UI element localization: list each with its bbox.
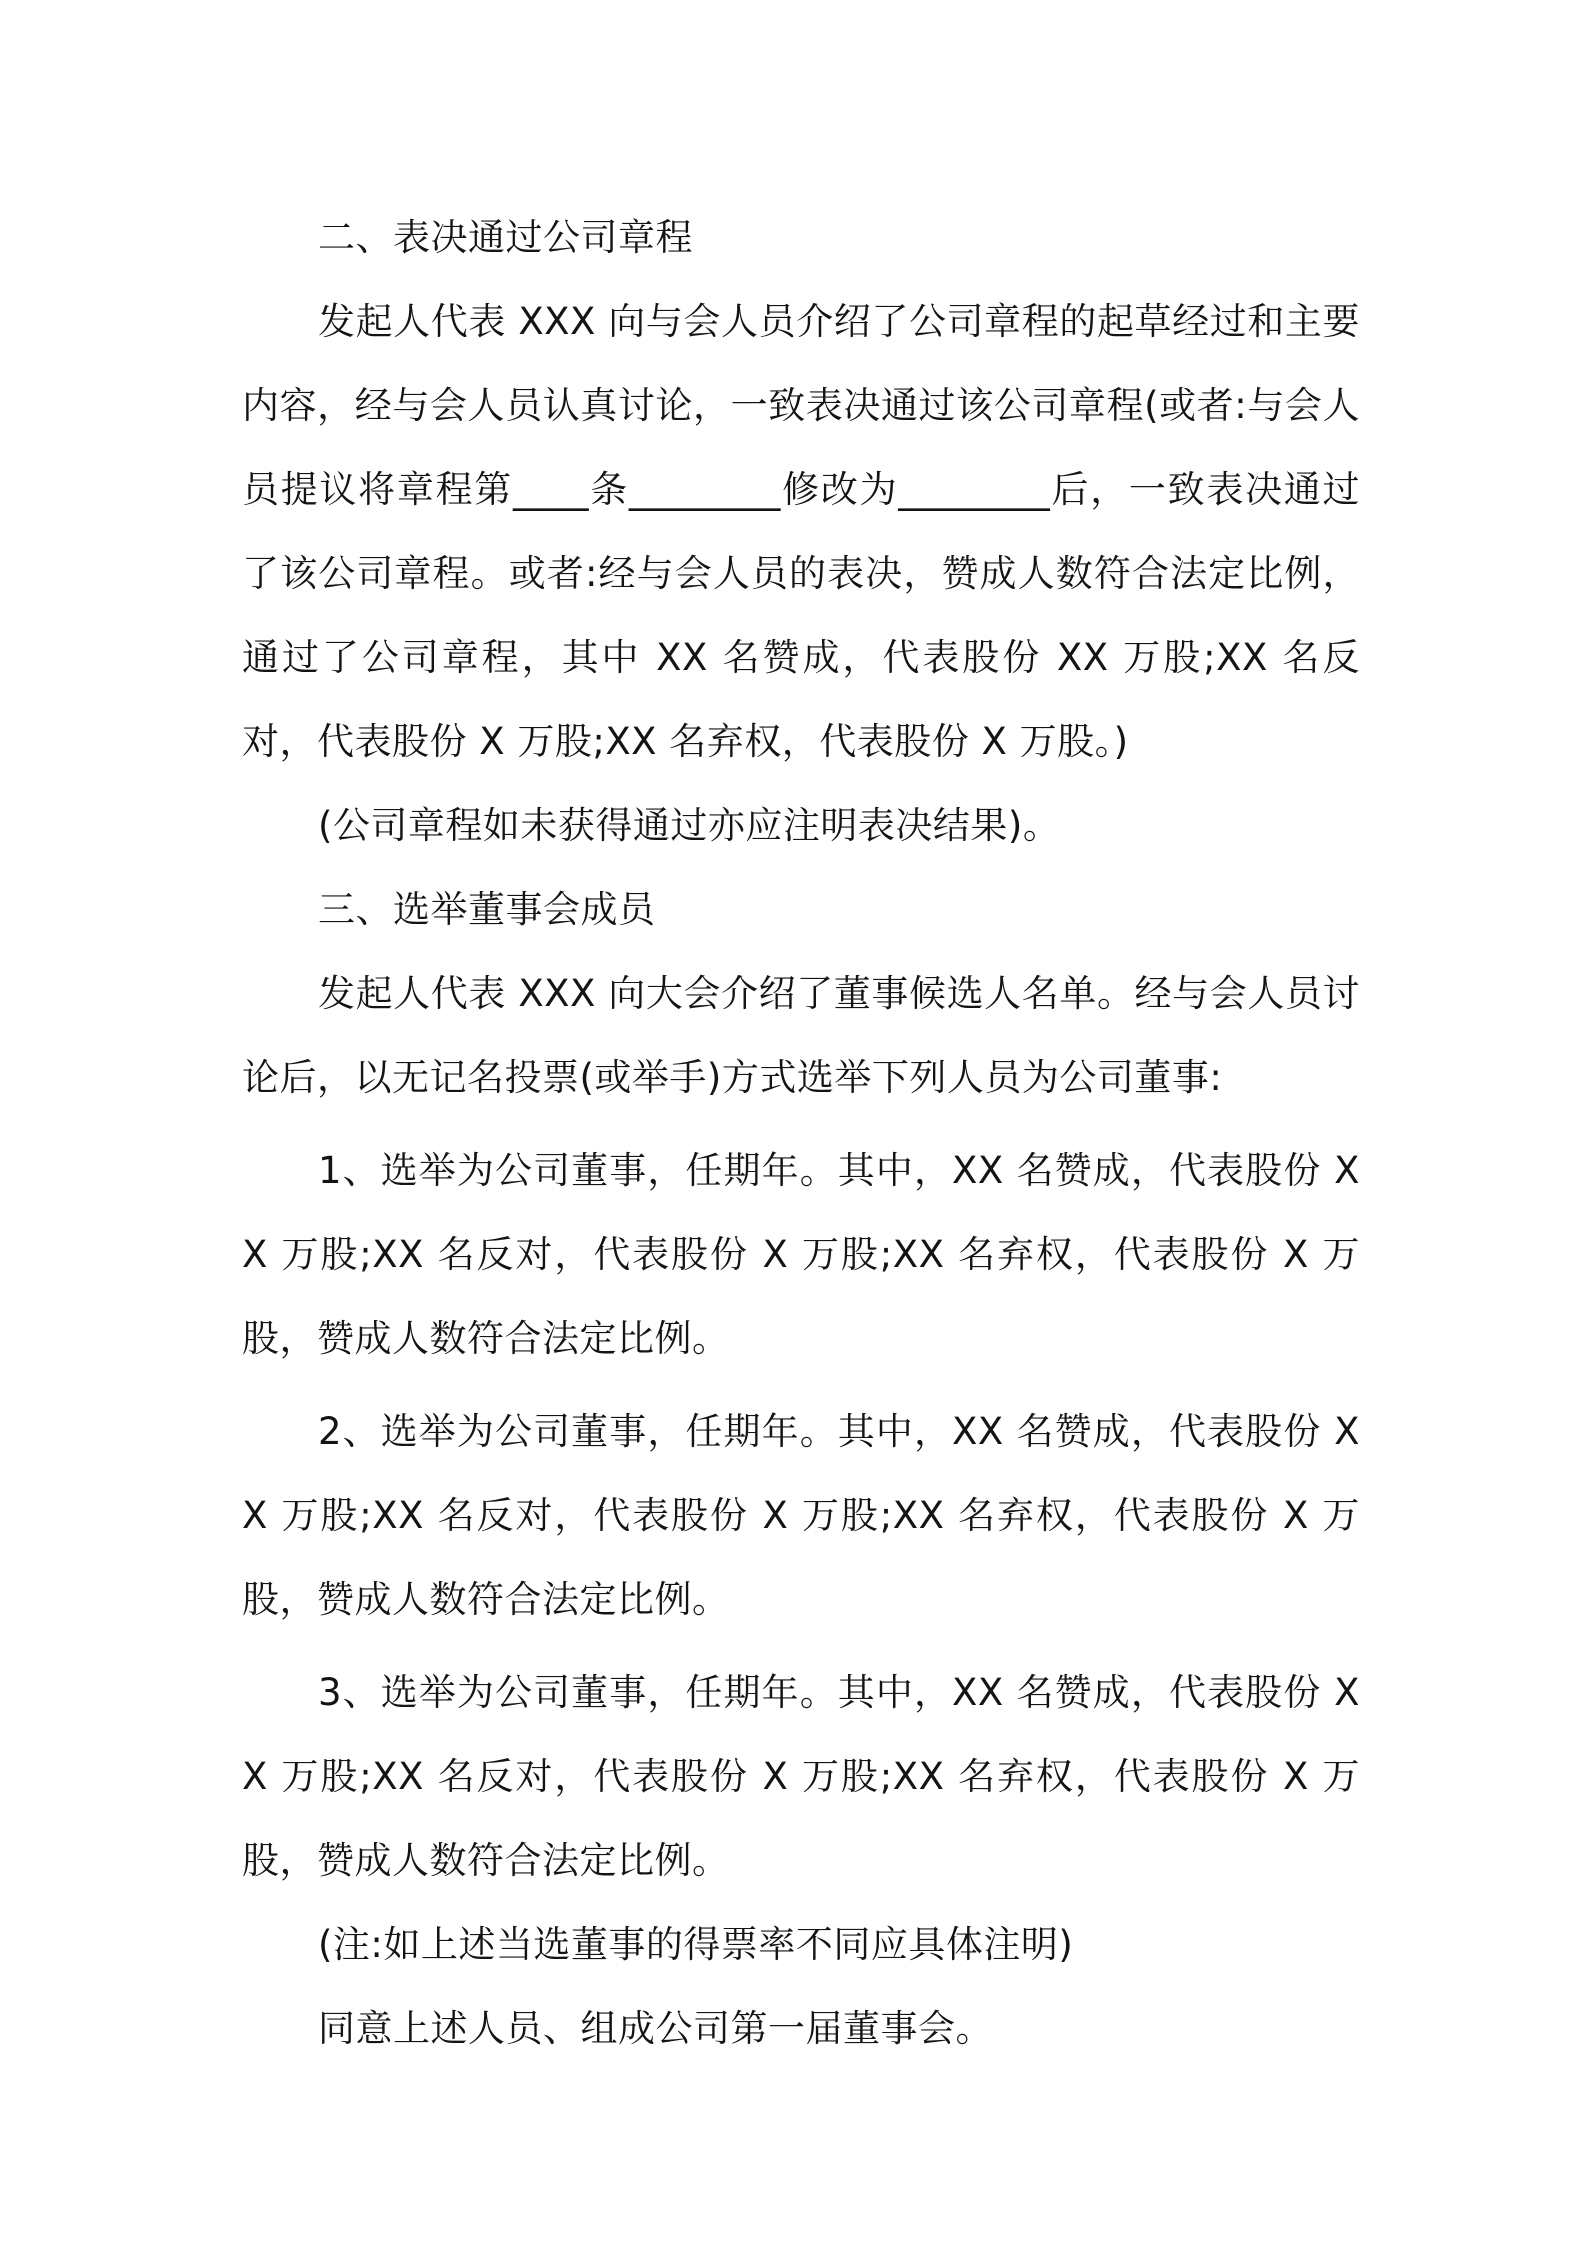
section-heading-3: 三、选举董事会成员 [318,888,656,931]
paragraph-board-formed: 同意上述人员、组成公司第一届董事会。 [318,2007,993,2050]
list-item-director-1: 1、选举为公司董事，任期年。其中，XX 名赞成，代表股份 XX 万股;XX 名反对，代表股份 X 万股;XX 名弃权，代表股份 X 万股，赞成人数符合法定比例。 [242,1149,1360,1360]
paragraph-charter-vote: 发起人代表 XXX 向与会人员介绍了公司章程的起草经过和主要内容，经与会人员认真讨论，一致表决通过该公司章程(或者:与会人员提议将章程第____条________修改为________后，一致表决通过了该公司章程。或者:经与会人员的表决，赞成人数符合法定比例，通过了公司章程，其中 XX 名赞成，代表股份 XX 万股;XX 名反对，代表股份 X 万股;XX 名弃权，代表股份 X 万股。) [242,300,1360,763]
paragraph-charter-note: (公司章程如未获得通过亦应注明表决结果)。 [318,804,1061,847]
list-item-director-2: 2、选举为公司董事，任期年。其中，XX 名赞成，代表股份 XX 万股;XX 名反对，代表股份 X 万股;XX 名弃权，代表股份 X 万股，赞成人数符合法定比例。 [242,1410,1360,1621]
paragraph-vote-note: (注:如上述当选董事的得票率不同应具体注明) [318,1923,1074,1966]
paragraph-candidates: 发起人代表 XXX 向大会介绍了董事候选人名单。经与会人员讨论后，以无记名投票(或举手)方式选举下列人员为公司董事: [242,972,1360,1099]
list-item-director-3: 3、选举为公司董事，任期年。其中，XX 名赞成，代表股份 XX 万股;XX 名反对，代表股份 X 万股;XX 名弃权，代表股份 X 万股，赞成人数符合法定比例。 [242,1671,1360,1882]
document-body [242,196,1360,2071]
section-heading-2: 二、表决通过公司章程 [318,216,693,259]
